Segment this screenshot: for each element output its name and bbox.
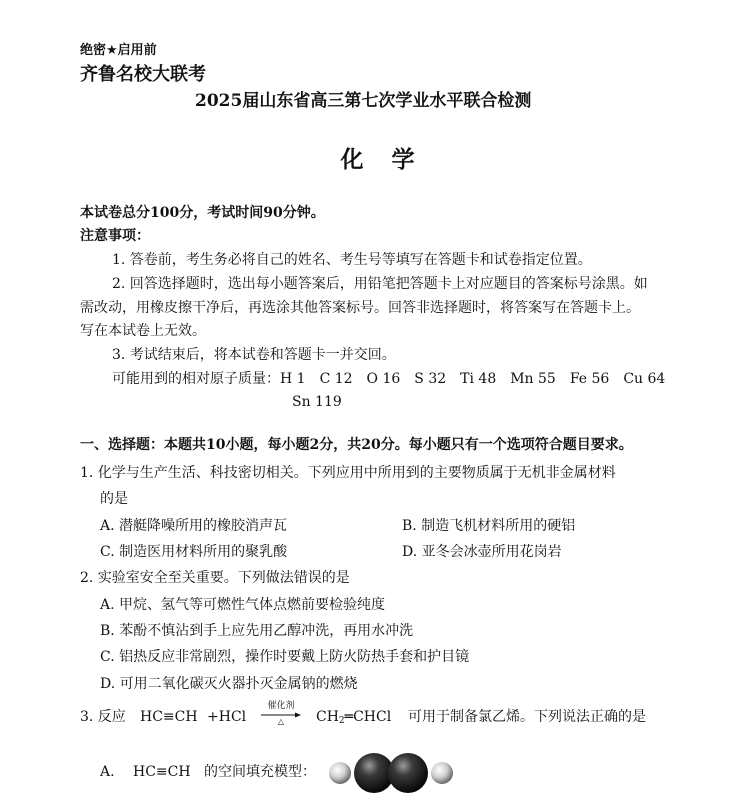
question-1-option-b: B. 制造飞机材料所用的硬铝	[402, 518, 576, 534]
note-1: 1. 答卷前，考生务必将自己的姓名、考生号等填写在答题卡和试卷指定位置。	[112, 252, 592, 268]
question-1-option-d: D. 亚冬会冰壶所用花岗岩	[402, 544, 562, 560]
question-3-plus-hcl: +HCl	[207, 709, 247, 725]
atomic-mass-line-1: 可能用到的相对原子质量：H 1 C 12 O 16 S 32 Ti 48 Mn 55 Fe 56 Cu 64	[112, 371, 666, 387]
product-part-1: CH	[316, 709, 339, 725]
acetylene-space-filling-model-icon	[326, 750, 456, 796]
question-1-option-a: A. 潜艇降噪所用的橡胶消声瓦	[100, 518, 288, 534]
question-1-stem-line-2: 的是	[100, 491, 128, 507]
secret-mark: 绝密★启用前	[80, 43, 157, 58]
note-3: 3. 考试结束后，将本试卷和答题卡一并交回。	[112, 347, 396, 363]
question-3-product	[316, 708, 391, 730]
catalyst-arrow	[260, 701, 302, 728]
question-3-option-a-text: 的空间填充模型：	[204, 764, 316, 780]
product-subscript: 2	[338, 716, 345, 726]
question-1-option-c: C. 制造医用材料所用的聚乳酸	[100, 544, 288, 560]
question-2-option-d: D. 可用二氧化碳灭火器扑灭金属钠的燃烧	[100, 676, 358, 692]
notes-title: 注意事项：	[80, 228, 150, 244]
score-time-info: 本试卷总分100分，考试时间90分钟。	[80, 205, 325, 221]
question-3-lead: 3. 反应	[80, 709, 126, 725]
question-3-reactant-1: HC≡CH	[140, 709, 198, 725]
heat-symbol: △	[277, 717, 285, 726]
note-2-line-1: 2. 回答选择题时，选出每小题答案后，用铅笔把答题卡上对应题目的答案标号涂黑。如	[112, 276, 648, 292]
note-2-line-2: 需改动，用橡皮擦干净后，再选涂其他答案标号。回答非选择题时，将答案写在答题卡上。	[80, 300, 640, 316]
question-3-option-a-formula: HC≡CH	[133, 764, 191, 780]
question-2-option-b: B. 苯酚不慎沾到手上应先用乙醇冲洗，再用水冲洗	[100, 623, 414, 639]
product-part-2: ═CHCl	[344, 709, 392, 725]
note-2-line-3: 写在本试卷上无效。	[80, 323, 206, 339]
exam-title: 2025届山东省高三第七次学业水平联合检测	[195, 91, 532, 111]
question-1-stem-line-1: 1. 化学与生产生活、科技密切相关。下列应用中所用到的主要物质属于无机非金属材料	[80, 465, 616, 481]
section-1-heading: 一、选择题：本题共10小题，每小题2分，共20分。每小题只有一个选项符合题目要求。	[80, 437, 633, 453]
subject-title: 化学	[340, 146, 443, 173]
atomic-mass-line-2: Sn 119	[292, 394, 342, 410]
union-name: 齐鲁名校大联考	[80, 64, 206, 85]
question-3-option-a-label: A.	[100, 764, 115, 780]
question-2-option-c: C. 铝热反应非常剧烈，操作时要戴上防火防热手套和护目镜	[100, 649, 470, 665]
catalyst-label: 催化剂	[267, 701, 295, 711]
question-3-tail: 可用于制备氯乙烯。下列说法正确的是	[408, 709, 646, 725]
question-2-option-a: A. 甲烷、氢气等可燃性气体点燃前要检验纯度	[100, 597, 386, 613]
question-2-stem: 2. 实验室安全至关重要。下列做法错误的是	[80, 570, 350, 586]
